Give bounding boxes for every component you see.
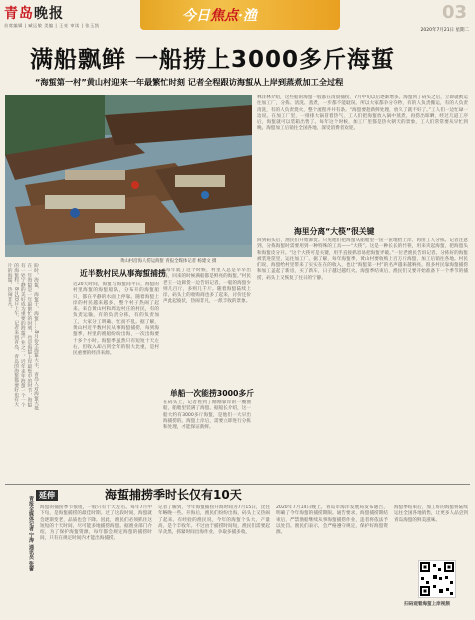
section-banner [140,0,340,30]
newspaper-logo: 青岛晚报 [4,6,64,22]
lower-byline: 青报全媒体记者 宁涛 通讯员 张蕾 [28,496,34,572]
page-number: 03 [441,2,467,23]
lower-column-2: 记者了解到，今年海蜇捕捞开海时间为7月15日，比往年略晚一些。开海后，渔民们纷纷出海，码头上又热闹了起来。有经验的渔民说，今年的海蜇个头大、产量高，是个丰收年。不过由于捕捞时间短，渔民们需要起早贪黑，抓紧时间出海作业，争取多捕多收。 [158,505,270,536]
article-subheadline: “海蜇第一村”黄山村迎来一年最繁忙时刻 记者全程跟访海蜇从上岸到蒸煮加工全过程 [35,77,344,87]
lower-column-3: 2020年7月14日晚上，青岛市海洋发展局发布通告，明确了今年海蜇的捕捞期限。通告要求，海蜇捕捞期结束后，严禁渔船继续从事海蜇捕捞作业，违者将依法予以处罚。渔民们表示，会严格遵守规定，保护好海蜇资源。 [276,505,388,536]
section-divider [5,484,470,485]
body-column-1: 近20天时间，海蜇与海蜇间平日，海蜇的村里海蜇的海蜇船队，分布开的海蜇船只，都在平静的水面上停靠。随着海蜇上岸的村民越来越多，整个村子热闹了起来。来自黄山村和周边村庄的村民，有的负责运输，有的负责分拣，有的负责加工，大家分工明确、忙而不乱。据了解，黄山村近半数村民从事海蜇捕捞，每到海蜇季，村里的渔船纷纷出海，一次出海要十多个小时。海蜇季虽然只有短短十天左右，但收入却占到全年的很大比重，是村民重要的经济来源。 [73,282,159,357]
body-column-5: 回到码头后，渔民们开始卸货。只见他们把海蜇从船舱里一筐一筐地抬上岸，再由工人分拣。记者注意到，分拣海蜇时需要用到一种特殊的工具——“大筷”。这是一种长长的竹筷，用来夹起海蜇，把海蜇头和海蜇皮分开。“这个大筷可是关键，用手直接抓容易把海蜇弄破。”一位老渔民告诉记者。分拣好的海蜇被装进筐里，运往加工厂。据了解，每年海蜇季，黄山村要收购上百万斤海蜇，加工后销往各地。村民们说，海蜇给村里带来了实实在在的收入，也让“海蜇第一村”的名声越来越响亮。很多村民靠海蜇捕捞和加工盖起了新房，买了新车，日子越过越红火。海蜇季结束后，渔民们又要开始准备下一个季节的捕捞，码头上又恢复了往日的宁静。 [257,238,468,281]
body-column-3: 在码头上，记者看到了刚刚靠岸的一艘渔船，船舱里装满了海蜇。据船长介绍，这一船大约有3000多斤海蜇，是他们一大早出海捕捞的。海蜇上岸后，需要立即进行分拣和处理，才能保证新鲜。 [163,400,251,431]
staff-line: 首席编辑 | 臧运敏 美编 | 王亮 审读 | 张玉凯 [4,23,100,28]
lower-column-4: 海蜇季结束后，加工好的海蜇将陆续运往全国各地销售，让更多人品尝到青岛海蜇的鲜美滋味。 [394,505,468,523]
editors-note-box [5,263,67,415]
qr-code[interactable] [418,560,456,598]
editors-note-text: 盼时，海蜇，海蜇于，海蜇……8月份全海蜇大丰，青岛人对海蜇大抵在一年海蜇是一年最繁忙的时刻，也是海蜇上岸最集中的时节，海蜇有一处宁静的美好成为重要的海蜇产业之一，近年来年海蜇一个一个的海蜇村。8月20日上午，记者来到青岛，青岛的海蜇都要好也有大片的海蜇，热闹非凡。 [6,263,38,411]
page-title: 满船飘鲜 一船捞上3000多斤海蜇 [30,47,396,73]
harbor-photo [5,95,252,257]
lower-column-1: 海蜇的捕捞季节很短，一般只有十天左右。每年7月中下旬，是海蜇捕捞的最佳时期。过了这段时间，海蜇就会逐渐变老，品质也会下降。因此，渔民们必须抓住这短短的十天时间，尽可能多地捕捞海蜇。据渔业部门介绍，为了保护海蜇资源，每年都会规定海蜇的捕捞时间，只有在规定时间内才能出海捕捞。 [40,505,152,542]
section-subheading-1: 近半数村民从事海蜇捕捞 [80,269,166,278]
section-subheading-3: 海里分离“大筷”很关键 [294,227,375,236]
section-subheading-2: 单船一次能捞3000多斤 [170,389,255,398]
issue-date: 2020年7月21日 星期二 [420,28,469,33]
extension-tag: 延伸 [36,490,58,501]
masthead [0,0,475,38]
photo-caption: 黄山村沿海人捞运海蜇 青报全媒体记者 杨建文 摄 [120,259,217,264]
body-column-2: “每年就了这个时候，村里人总是早早出海，回来的时候满船都是鲜亮的海蜇。”村民老王一边卸货一边告诉记者。一船的海蜇少则几百斤，多则几千斤。随着海蜇陆续上岸，码头上的收购商也多了起来，讨价还价声此起彼伏，热闹非凡，一派丰收的景象。 [163,268,251,305]
body-column-4: 林洋林介绍，这些船的海蜇一般都在清晨捕捞，7月中旬以后逐渐增多。海蜇到了码头之后，立即就被运往加工厂，分拣、清洗、蒸煮，一步都不能耽误。所以大家都争分夺秒，有的人负责搬运，有的人负责清洗，有的人负责烧火，整个流程井井有条。“海蜇要趁新鲜处理，放久了就不好了。”工人们一边忙碌一边说。在加工厂里，一排排大锅冒着热气，工人们把海蜇放入锅中蒸煮，再捞出晾晒，经过几道工序后，海蜇就可以装箱出售了。每年这个时候，加工厂里都是热火朝天的景象，工人们常常要从早忙到晚。海蜇加工后销往全国各地，深受消费者欢迎。 [257,95,468,132]
qr-caption: 扫码观看海蜇上岸视频 [404,602,450,607]
section-banner-title: 今日焦点·渔 [182,8,257,24]
lower-article-title: 海蜇捕捞季时长仅有10天 [105,488,242,502]
